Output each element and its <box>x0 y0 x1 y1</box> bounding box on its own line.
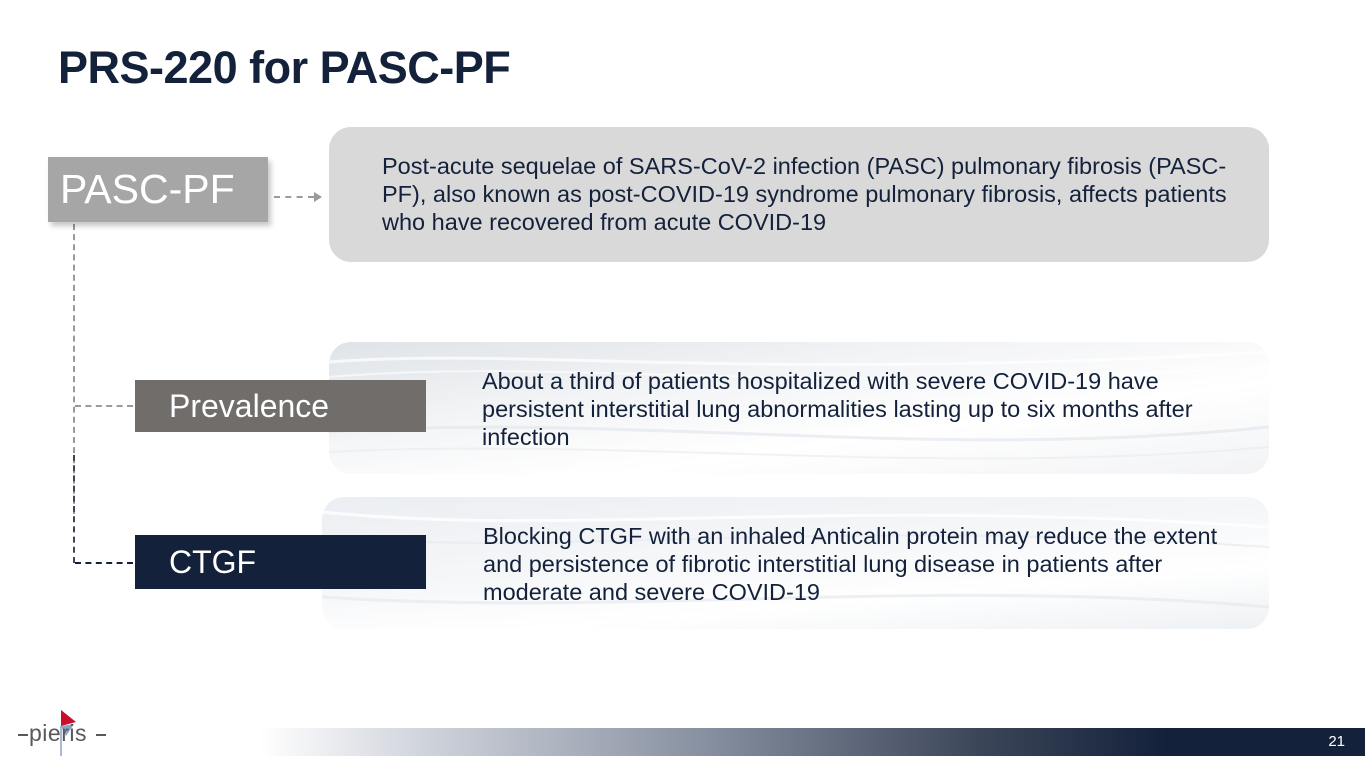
label-pasc-pf <box>48 157 268 222</box>
label-pasc-pf-text: PASC-PF <box>60 166 235 212</box>
page-number: 21 <box>1328 733 1345 750</box>
connector-to-pasc-panel <box>274 196 314 198</box>
connector-vertical-dark <box>73 455 75 563</box>
logo-dash-right <box>96 734 106 736</box>
prevalence-description-panel <box>329 342 1269 474</box>
pasc-description-text: Post-acute sequelae of SARS-CoV-2 infection (PASC) pulmonary fibrosis (PASC-PF), also known as post-COVID-19 syndrome pulmonary fibrosis, affects patients who have recovered from acute COVID-19 <box>382 153 1227 235</box>
company-logo <box>18 708 118 760</box>
logo-text: pieris <box>29 720 87 746</box>
arrow-right-icon <box>314 192 322 202</box>
connector-to-prevalence <box>75 405 133 407</box>
footer-bar <box>260 728 1365 756</box>
pasc-description-panel <box>329 127 1269 262</box>
prevalence-description-text: About a third of patients hospitalized with severe COVID-19 have persistent interstitial lung abnormalities lasting up to six months after infection <box>482 368 1193 450</box>
ctgf-description-panel <box>322 497 1269 629</box>
slide-title: PRS-220 for PASC-PF <box>58 42 511 93</box>
label-prevalence <box>135 380 426 432</box>
logo-dash-left <box>18 734 28 736</box>
connector-to-ctgf <box>75 562 133 564</box>
ctgf-description-text: Blocking CTGF with an inhaled Anticalin protein may reduce the extent and persistence of fibrotic interstitial lung disease in patients after moderate and severe COVID-19 <box>483 523 1218 605</box>
label-prevalence-text: Prevalence <box>169 387 330 424</box>
label-ctgf-text: CTGF <box>169 543 257 580</box>
label-ctgf <box>135 535 426 589</box>
